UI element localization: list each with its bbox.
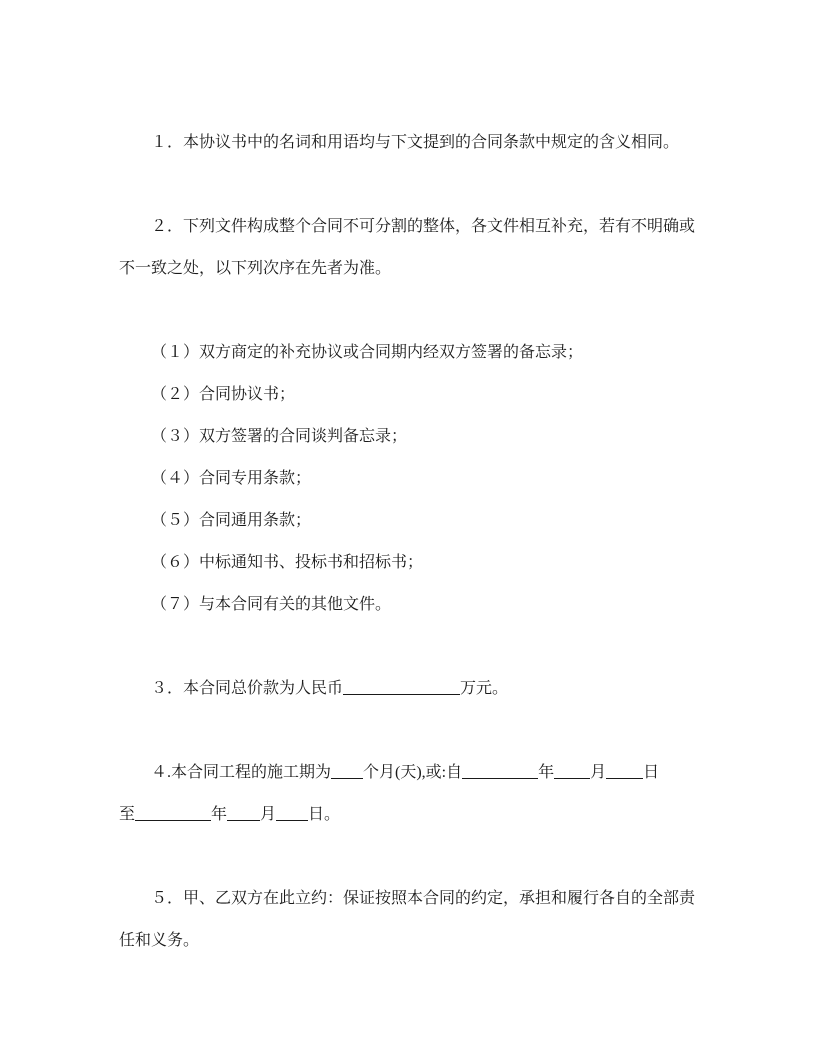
duration-blank-field[interactable] [331, 763, 363, 779]
document-list-item-5: （５）合同通用条款； [151, 512, 312, 529]
clause-4-month-label: 月 [590, 764, 607, 781]
clause-4-until-label: 至 [119, 806, 136, 823]
end-month-blank-field[interactable] [227, 805, 260, 821]
document-list-item-6: （６）中标通知书、投标书和招标书； [151, 554, 424, 571]
clause-4-or-text: 个月(天),或:自 [363, 764, 463, 781]
clause-5-line-2: 任和义务。 [119, 932, 200, 949]
clause-4-end-day-label: 日。 [308, 806, 341, 823]
clause-3-text: ３．本合同总价款为人民币 [151, 680, 344, 697]
clause-3-unit: 万元。 [460, 680, 509, 697]
clause-4-day-label: 日 [643, 764, 660, 781]
end-day-blank-field[interactable] [276, 805, 308, 821]
clause-1: １．本协议书中的名词和用语均与下文提到的合同条款中规定的含义相同。 [151, 134, 680, 151]
document-list-item-1: （１）双方商定的补充协议或合同期内经双方签署的备忘录； [151, 344, 584, 361]
start-year-blank-field[interactable] [462, 763, 538, 779]
end-year-blank-field[interactable] [135, 805, 211, 821]
document-list-item-4: （４）合同专用条款； [151, 470, 312, 487]
clause-2-line-1: ２．下列文件构成整个合同不可分割的整体，各文件相互补充，若有不明确或 [151, 218, 696, 235]
clause-4-end-month-label: 月 [260, 806, 277, 823]
clause-5-line-1: ５．甲、乙双方在此立约：保证按照本合同的约定，承担和履行各自的全部责 [151, 890, 696, 907]
clause-4-text: ４.本合同工程的施工期为 [151, 764, 332, 781]
clause-4-line-1 [119, 752, 697, 794]
document-list-item-3: （３）双方签署的合同谈判备忘录； [151, 428, 408, 445]
clause-4-year-label: 年 [538, 764, 555, 781]
document-list-item-7: （７）与本合同有关的其他文件。 [151, 596, 392, 613]
clause-3 [119, 668, 697, 710]
clause-4-line-2 [119, 794, 697, 836]
total-price-blank-field[interactable] [343, 679, 460, 695]
document-list-item-2: （２）合同协议书； [151, 386, 296, 403]
start-day-blank-field[interactable] [606, 763, 643, 779]
start-month-blank-field[interactable] [554, 763, 590, 779]
clause-4-end-year-label: 年 [211, 806, 228, 823]
clause-2-line-2: 不一致之处，以下列次序在先者为准。 [119, 260, 392, 277]
